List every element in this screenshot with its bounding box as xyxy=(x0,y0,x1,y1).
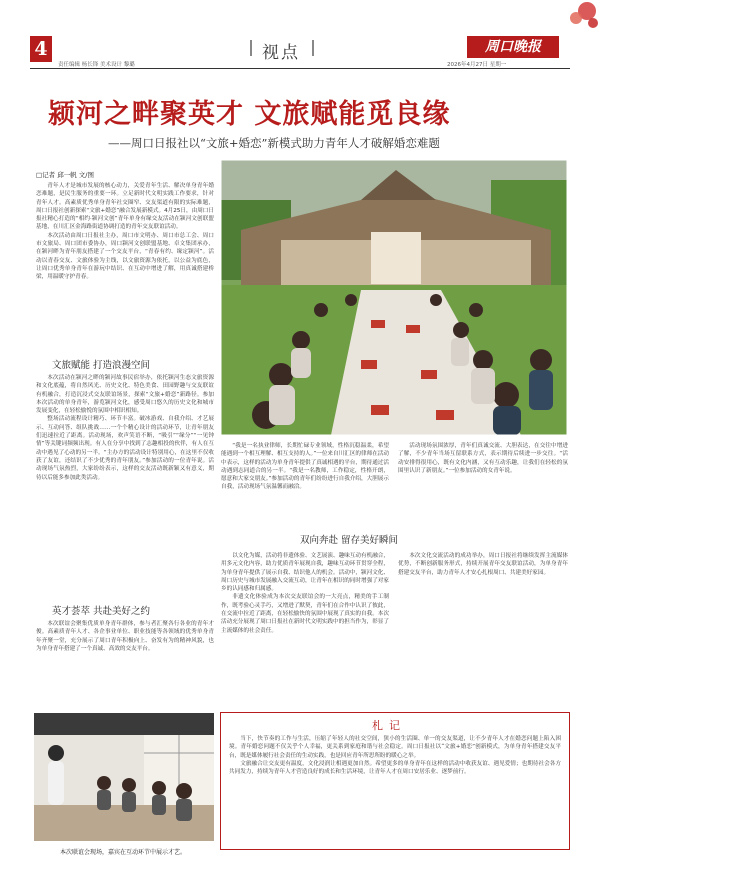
editorial-note-title: 札记 xyxy=(372,719,406,732)
section-divider-left xyxy=(250,40,252,56)
section-divider-right xyxy=(312,40,314,56)
corner-decoration xyxy=(566,0,600,34)
header-rule xyxy=(30,68,570,69)
paragraph: “我是一名执业律师，长期忙碌专业领域，性格沉稳温柔，希望能遇到一个相互理解、相互支持的人。”一位来自川汇区的律师在活动中表示，这样的活动为单身青年提供了真诚相遇的平台，期待通过活动遇到志同道合的另一半。“我是一名教师，工作稳定，性格开朗，愿意和大家交朋友。”参加活动的青年们纷纷进行自我介绍，大胆展示自我，活动现场气氛温馨而融洽。 xyxy=(221,443,389,491)
issue-date: 2026年4月27日 星期一 xyxy=(447,62,507,68)
page-number: 4 xyxy=(30,36,52,62)
headline: 颍河之畔聚英才 文旅赋能觅良缘 xyxy=(48,99,451,130)
editorial-note-text xyxy=(229,735,561,776)
article-col3b xyxy=(398,552,568,704)
paragraph: 当下，快节奏的工作与生活，压缩了年轻人的社交空间，狭小的生活圈、单一的交友渠道，让不少青年人才在婚恋问题上陷入困境。青年婚恋问题不仅关乎个人幸福，更关系到家庭和谐与社会稳定。周口日报社以“文旅+婚恋”创新模式，为单身青年搭建交友平台，既是媒体履行社会责任的生动实践，也是回应青年所思所盼的暖心之举。 xyxy=(229,736,561,759)
editor-credits: 责任编辑 杨长锋 美术设计 黎璐 xyxy=(58,62,135,68)
article-col3a xyxy=(398,442,568,517)
paragraph: 本次活动在颍河之畔的颍河故事民宿举办，依托颍河生态文旅资源和文化底蕴，将自然风光、历史文化、特色美食、田园野趣与交友联谊有机融合，打造沉浸式交友联谊场景，探索“文旅+婚恋”新路径。参加本次活动的单身青年，游览颍河文化，感受周口悠久的历史文化和城市发展变化，在轻松愉悦的氛围中相识相知。 xyxy=(36,375,214,415)
byline: □记者 邱一帆 文/图 xyxy=(36,171,94,179)
secondary-photo-caption: 本次联谊会现场，嘉宾在互动环节中展示才艺。 xyxy=(60,849,187,856)
paragraph: 文旅融合让交友更有温度，文化浸润让相遇更加自然。希望更多的单身青年在这样的活动中收获友谊、遇见爱情；也期待社会各方共同发力，持续为青年人才营造良好的成长和生活环境，让青年人才在周口安居乐业、逐梦前行。 xyxy=(229,760,561,776)
paragraph: 整场活动流程设计精巧、环节丰富。破冰游戏、自我介绍、才艺展示、互动问答、组队挑战……一个个精心设计的活动环节，让青年朋友们迅速拉近了距离。活动现场，欢声笑语不断，“吸引”“缘分”“一见钟情”等关键词频频出现。有人在分享中找到了志趣相投的伙伴，有人在互动中遇见了心动的另一半。“主办方的活动设计特别用心，在这里不仅收获了友谊，还结识了不少优秀的青年朋友。”参加活动的一位青年说。活动现场气氛热烈，大家纷纷表示，这样的交友活动既新颖又有意义，期待以后能多参加此类活动。 xyxy=(36,416,214,481)
paragraph: 本次联谊会聚集优质单身青年群体，参与者汇聚各行各业的青年才俊。高素质青年人才、各企事业单位、职业技能等各领域的优秀单身青年齐聚一堂，充分展示了周口青年积极向上、奋发有为的精神风貌，也为单身青年搭建了一个真诚、高效的交友平台。 xyxy=(36,621,214,652)
secondary-photo xyxy=(34,713,214,841)
article-middle xyxy=(221,442,389,517)
paragraph: 非遗文化体验成为本次交友联谊会的一大亮点，精美的手工制作，既考验心灵手巧，又增进了默契，青年们在合作中认识了彼此，在交流中拉近了距离，在轻松愉快的氛围中展现了真实的自我。本次活动充分展现了周口日报社在新时代文明实践中的担当作为，彰显了主流媒体的社会责任。 xyxy=(221,594,389,634)
subhead-yingcai: 英才荟萃 共赴美好之约 xyxy=(52,606,151,617)
section-title: 视点 xyxy=(262,43,300,63)
paragraph: 本次文化交流活动的成功举办，周口日报社将继续发挥主流媒体优势，不断创新服务形式，持续开展青年交友联谊活动，为单身青年搭建交友平台，助力青年人才安心扎根周口、共建美好家园。 xyxy=(398,553,568,576)
subheadline: ——周口日报社以“文旅+婚恋”新模式助力青年人才破解婚恋难题 xyxy=(108,136,440,150)
paragraph: 本次活动由周口日报社主办，周口市文明办、周口市总工会、周口市文旅局、周口团市委协办，周口颍河文创联盟基地、卓文集团承办，在颍河畔为青年朋友搭建了一个交友平台，“青春有约、缘定颍河”。活动以青春交友、文旅体验为主线，以文旅资源为依托，以公益为底色，让周口优秀单身青年在游玩中结识、在互动中增进了解，用真诚搭建桥梁，用温暖守护青春。 xyxy=(36,232,214,281)
subhead-shuangxiang: 双向奔赴 留存美好瞬间 xyxy=(300,535,399,546)
article-col1 xyxy=(36,182,214,350)
event-scene-illustration xyxy=(221,160,567,435)
masthead-logo: 周口晚报 xyxy=(467,36,559,58)
paragraph: 以文化为媒，活动将非遗体验、文艺展演、趣味互动有机融合，用多元文化内容，助力优质青年展现自我，趣味互动环节贯穿全程，为单身青年提供了展示自我、结识他人的机会。活动中，颍河文化、周口历史与城市发展融入交流互动，让青年在相识的同时增强了对家乡的认同感和归属感。 xyxy=(221,553,389,593)
interior-scene-illustration xyxy=(34,713,214,841)
subhead-wenlv: 文旅赋能 打造浪漫空间 xyxy=(52,360,151,371)
article-col1b xyxy=(36,374,214,596)
paragraph: 青年人才是城市发展的核心动力，关爱青年生活、解决单身青年婚恋难题，是民生服务的重要一环。立足新时代文明实践工作要求，针对青年人才。高素质优秀单身青年社交圈窄、交友渠道有限的实际难题，周口日报社创新探索“文旅+婚恋”融合发展新模式。4月25日，由周口日报社精心打造的“相约·颍河文创”青年单身有缘交友活动在颍河文创联盟基地，在川汇区金海路街道协调打造的青年交友联谊活动。 xyxy=(36,183,214,231)
photo-caption: 活动现场 邱一帆 摄 xyxy=(728,584,734,646)
article-col1c xyxy=(36,620,214,706)
paragraph: 活动现场氛围浓厚，青年们真诚交流、大胆表达，在交往中增进了解，不少青年当场互留联系方式，表示期待后续进一步交往。“活动安排得很用心，既有文化内涵，又有互动乐趣，让我们在轻松的氛围里认识了新朋友。”一位参加活动的女青年说。 xyxy=(398,443,568,474)
article-col2 xyxy=(221,552,389,704)
